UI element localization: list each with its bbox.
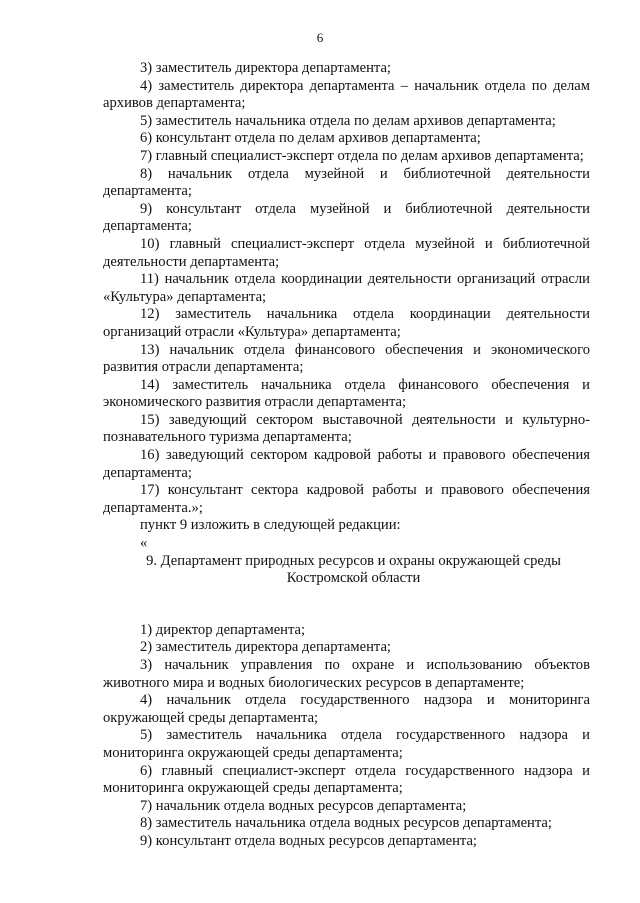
list-item: 10) главный специалист-эксперт отдела музейной и библиотечной деятельности департамента; [103,235,590,270]
heading-line-2: Костромской области [286,570,421,587]
list-item: 4) начальник отдела государственного надзора и мониторинга окружающей среды департамента; [103,692,590,726]
opening-quote: « [140,535,148,552]
list-item: 7) главный специалист-эксперт отдела по делам архивов департамента; [140,147,584,164]
list-item: 2) заместитель директора департамента; [140,639,391,656]
list-item: 9) консультант отдела музейной и библиотечной деятельности департамента; [103,200,590,235]
heading-line-1: 9. Департамент природных ресурсов и охраны окружающей среды [146,552,561,569]
list-item: 12) заместитель начальника отдела координации деятельности организаций отрасли «Культура» департамента; [103,306,590,340]
list-item: 8) заместитель начальника отдела водных ресурсов департамента; [140,815,552,832]
spacer [103,588,590,622]
list-item: 6) консультант отдела по делам архивов департамента; [140,130,481,147]
position-list-natural-resources [103,622,590,851]
list-item: 17) консультант сектора кадровой работы и правового обеспечения департамента.»; [103,482,590,516]
list-item: 13) начальник отдела финансового обеспечения и экономического развития отрасли департамента; [103,341,590,376]
list-item: 16) заведующий сектором кадровой работы и правового обеспечения департамента; [103,447,590,481]
section-heading [103,553,590,588]
list-item: 1) директор департамента; [140,621,306,638]
list-item: 8) начальник отдела музейной и библиотечной деятельности департамента; [103,165,590,200]
list-item: 3) начальник управления по охране и использованию объектов животного мира и водных биологических ресурсов в департаменте; [103,657,590,691]
list-item: 6) главный специалист-эксперт отдела государственного надзора и мониторинга окружающей среды департамента; [103,762,590,797]
list-item: 15) заведующий сектором выставочной деятельности и культурно-познавательного туризма департамента; [103,411,590,446]
position-list-culture [103,60,590,517]
list-item: 4) заместитель директора департамента – начальник отдела по делам архивов департамента; [103,77,590,112]
list-item: 5) заместитель начальника отдела по делам архивов департамента; [140,112,556,129]
list-item: 5) заместитель начальника отдела государственного надзора и мониторинга окружающей среды департамента; [103,727,590,761]
document-body [103,60,590,851]
list-item: 7) начальник отдела водных ресурсов департамента; [140,797,467,814]
list-item: 9) консультант отдела водных ресурсов департамента; [140,832,477,849]
page-number: 6 [316,30,324,45]
list-item: 14) заместитель начальника отдела финансового обеспечения и экономического развития отрасли департамента; [103,376,590,411]
instruction-text: пункт 9 изложить в следующей редакции: [140,517,401,534]
list-item: 3) заместитель директора департамента; [140,60,391,76]
list-item: 11) начальник отдела координации деятельности организаций отрасли «Культура» департамента; [103,271,590,305]
